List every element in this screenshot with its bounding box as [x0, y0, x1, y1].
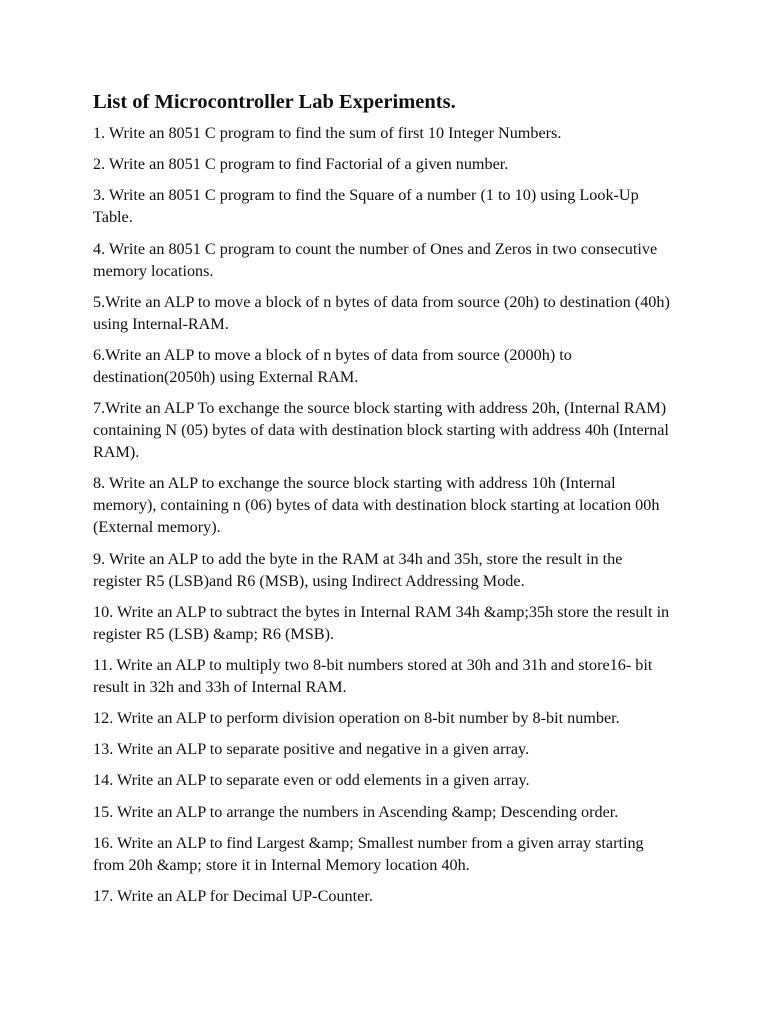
experiment-item-10: 10. Write an ALP to subtract the bytes in Internal RAM 34h &amp;35h store the result in register R5 (LSB) &amp; R6 (MSB).	[93, 602, 670, 643]
experiment-item-15: 15. Write an ALP to arrange the numbers in Ascending &amp; Descending order.	[93, 802, 619, 821]
experiment-list	[93, 122, 673, 907]
experiment-item-6: 6.Write an ALP to move a block of n bytes of data from source (2000h) to destination(2050h) using External RAM.	[93, 345, 572, 386]
experiment-item-3: 3. Write an 8051 C program to find the Square of a number (1 to 10) using Look-Up Table.	[93, 186, 639, 227]
experiment-item-5: 5.Write an ALP to move a block of n bytes of data from source (20h) to destination (40h) using Internal-RAM.	[93, 292, 670, 333]
experiment-item-13: 13. Write an ALP to separate positive and negative in a given array.	[93, 740, 530, 759]
experiment-item-4: 4. Write an 8051 C program to count the number of Ones and Zeros in two consecutive memory locations.	[93, 239, 658, 280]
experiment-item-11: 11. Write an ALP to multiply two 8-bit numbers stored at 30h and 31h and store16- bit result in 32h and 33h of Internal RAM.	[93, 655, 653, 696]
experiment-item-12: 12. Write an ALP to perform division operation on 8-bit number by 8-bit number.	[93, 709, 620, 728]
document-page	[93, 90, 673, 916]
experiment-item-1: 1. Write an 8051 C program to find the sum of first 10 Integer Numbers.	[93, 124, 562, 142]
experiment-item-2: 2. Write an 8051 C program to find Factorial of a given number.	[93, 155, 509, 174]
experiment-item-7: 7.Write an ALP To exchange the source block starting with address 20h, (Internal RAM) containing N (05) bytes of data with destination block starting with address 40h (Internal RAM).	[93, 399, 669, 462]
experiment-item-8: 8. Write an ALP to exchange the source block starting with address 10h (Internal memory), containing n (06) bytes of data with destination block starting at location 00h (External memory).	[93, 474, 660, 537]
experiment-item-17: 17. Write an ALP for Decimal UP-Counter.	[93, 887, 373, 905]
experiment-item-14: 14. Write an ALP to separate even or odd elements in a given array.	[93, 771, 530, 790]
experiment-item-9: 9. Write an ALP to add the byte in the RAM at 34h and 35h, store the result in the register R5 (LSB)and R6 (MSB), using Indirect Addressing Mode.	[93, 549, 623, 590]
page-title: List of Microcontroller Lab Experiments.	[93, 91, 456, 113]
experiment-item-16: 16. Write an ALP to find Largest &amp; Smallest number from a given array starting from 20h &amp; store it in Internal Memory location 40h.	[93, 833, 644, 874]
